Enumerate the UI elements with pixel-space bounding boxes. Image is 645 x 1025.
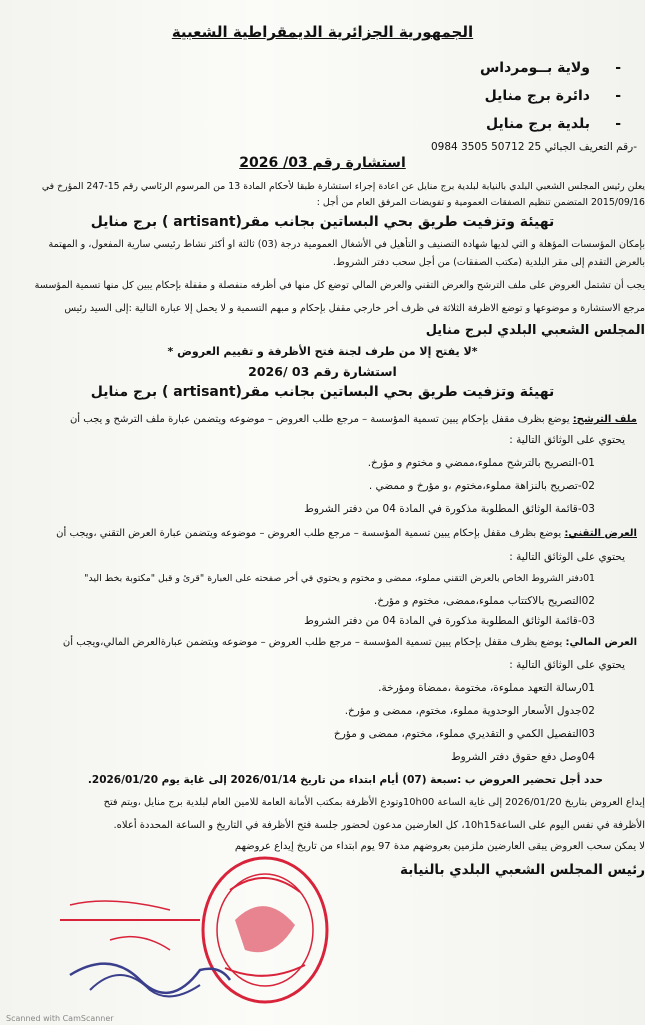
technical-item: 03-قائمة الوثائق المطلوبة مذكورة في المادة 04 من دفتر الشروط	[304, 615, 595, 627]
deposit-line-3: لا يمكن سحب العروض يبقى العارضين ملزمين بعروضهم مدة 97 يوم ابتداء من تاريخ إيداع عروضهم	[234, 841, 645, 852]
candidature-text: يوضع بظرف مقفل بإحكام يبين تسمية المؤسسة – مرجع طلب العروض – موضوعه ويتضمن عبارة ملف الترشح و يجب أن	[69, 414, 573, 425]
outer-project: تهيئة وتزفيت طريق بحي البساتين بجانب مقر(artisant ) برج منايل	[90, 384, 555, 400]
envelopes-line-3: المجلس الشعبي البلدي لبرج منايل	[425, 323, 645, 338]
scanner-watermark: Scanned with CamScanner	[6, 1014, 114, 1023]
candidature-item: 01-التصريح بالترشح مملوء،ممضي و مختوم و مؤرخ.	[367, 457, 595, 469]
financial-paragraph	[63, 635, 637, 651]
technical-item-text: 01دفتر الشروط الخاص بالعرض التقني مملوء، ممضى و مختوم و يحتوي في أخر صفحته على العبارة "قرئ و قبل "مكتوبة بخط اليد"	[84, 573, 595, 584]
outer-title: استشارة رقم 03 /2026	[248, 364, 397, 379]
financial-text: يوضع بظرف مقفل بإحكام يبين تسمية المؤسسة – مرجع طلب العروض – موضوعه ويتضمن عبارةالعرض المالي،ويجب أن	[62, 637, 566, 648]
deadline: حدد أجل تحضير العروض ب :سبعة (07) أيام ابتداء من تاريخ 2026/01/14 إلى غاية يوم 2026/01/20.	[87, 774, 603, 786]
deposit-line-1: إيداع العروض بتاريخ 2026/01/20 إلى غاية الساعة 10h00وتودع الأظرفة بمكتب الأمانة العامة للامين العام لبلدية برج منايل ،ويتم فتح	[103, 797, 645, 808]
financial-item: 03التفصيل الكمي و التقديري مملوء، مختوم، ممضى و مؤرخ	[333, 728, 595, 740]
technical-text: يوضع بظرف مقفل بإحكام يبين تسمية المؤسسة – مرجع طلب العروض – موضوعه ويتضمن عبارة العرض التقني ،ويجب أن	[56, 528, 565, 539]
technical-label: العرض التقني:	[564, 528, 637, 539]
intro-line-1: يعلن رئيس المجلس الشعبي البلدي بالنيابة لبلدية برج منايل عن اعادة إجراء استشارة طبقا لأحكام المادة 13 من المرسوم الرئاسي رقم 15-247 المؤرخ في	[41, 181, 645, 192]
candidature-item: 03-قائمة الوثائق المطلوبة مذكورة في المادة 04 من دفتر الشروط	[304, 503, 595, 515]
technical-list-intro: يحتوي على الوثائق التالية :	[509, 551, 625, 563]
daira-label: دائرة برج منايل	[484, 88, 590, 104]
financial-item: 01رسالة التعهد مملوءة، مختومة ،ممضاة ومؤرخة.	[378, 682, 595, 694]
technical-item: 02التصريح بالاكتتاب مملوء،ممضى، مختوم و مؤرخ.	[373, 595, 595, 607]
candidature-item: 02-تصريح بالنزاهة مملوء،مختوم ،و مؤرخ و ممضي .	[368, 480, 595, 492]
commune-label: بلدية برج منايل	[485, 116, 590, 132]
financial-item: 04وصل دفع حقوق دفتر الشروط	[450, 751, 595, 763]
signature-title: رئيس المجلس الشعبي البلدي بالنيابة	[400, 862, 645, 878]
wilaya-label: ولاية بــومرداس	[479, 60, 590, 76]
bullet-dash: -	[615, 88, 621, 104]
financial-label: العرض المالي:	[565, 637, 637, 648]
tax-id: -رقم التعريف الجبائي 25 50712 3505 0984	[430, 141, 637, 153]
bullet-dash: -	[615, 60, 621, 76]
republic-heading: الجمهورية الجزائرية الديمقراطية الشعبية	[171, 23, 474, 41]
technical-item	[84, 571, 595, 587]
technical-paragraph	[56, 526, 637, 542]
envelopes-line-1: يجب أن تشتمل العروض على ملف الترشح والعرض التقني والعرض المالي توضع كل منها في أظرفه منفصلة و مقفلة بإحكام يبين كل منها تسمية المؤسسة	[34, 280, 645, 291]
envelopes-line-2: مرجع الاستشارة و موضوعها و توضع الاظرفة الثلاثة في ظرف أخر خارجي مقفل بإحكام و مبهم التسمية و لا يحمل إلا عبارة التالية :إلى السيد رئيس	[64, 303, 645, 314]
eligibility-line-2: بالعرض التقدم إلى مقر البلدية (مكتب الصفقات) من أجل سحب دفتر الشروط.	[332, 257, 645, 268]
deposit-line-2: الأظرفة في نفس اليوم على الساعة10h15، كل العارضين مدعون لحضور جلسة فتح الأظرفة في التاريخ و الساعة المحددة أعلاه.	[113, 820, 645, 831]
project-title: تهيئة وتزفيت طريق بحي البساتين بجانب مقر(artisant ) برج منايل	[90, 214, 555, 230]
financial-item: 02جدول الأسعار الوحدوية مملوء، مختوم، ممضى و مؤرخ.	[344, 705, 595, 717]
financial-list-intro: يحتوي على الوثائق التالية :	[509, 659, 625, 671]
candidature-list-intro: يحتوي على الوثائق التالية :	[509, 434, 625, 446]
intro-line-2: 2015/09/16 المتضمن تنظيم الصفقات العمومية و تفويضات المرفق العام من أجل :	[316, 197, 645, 208]
bullet-dash: -	[615, 116, 621, 132]
candidature-paragraph	[70, 412, 637, 428]
candidature-label: ملف الترشح:	[572, 414, 637, 425]
signature-scribble	[50, 880, 240, 1010]
consultation-title: استشارة رقم 03/ 2026	[239, 155, 406, 171]
eligibility-line-1: بإمكان المؤسسات المؤهلة و التي لديها شهادة التصنيف و التأهيل في الأشغال العمومية درجة (03) ثالثة او أكثر نشاط رئيسي سارية المفعول، و المهتمة	[48, 239, 645, 250]
notice: *لا يفتح إلا من طرف لجنة فتح الأظرفة و تقييم العروض *	[167, 345, 478, 358]
